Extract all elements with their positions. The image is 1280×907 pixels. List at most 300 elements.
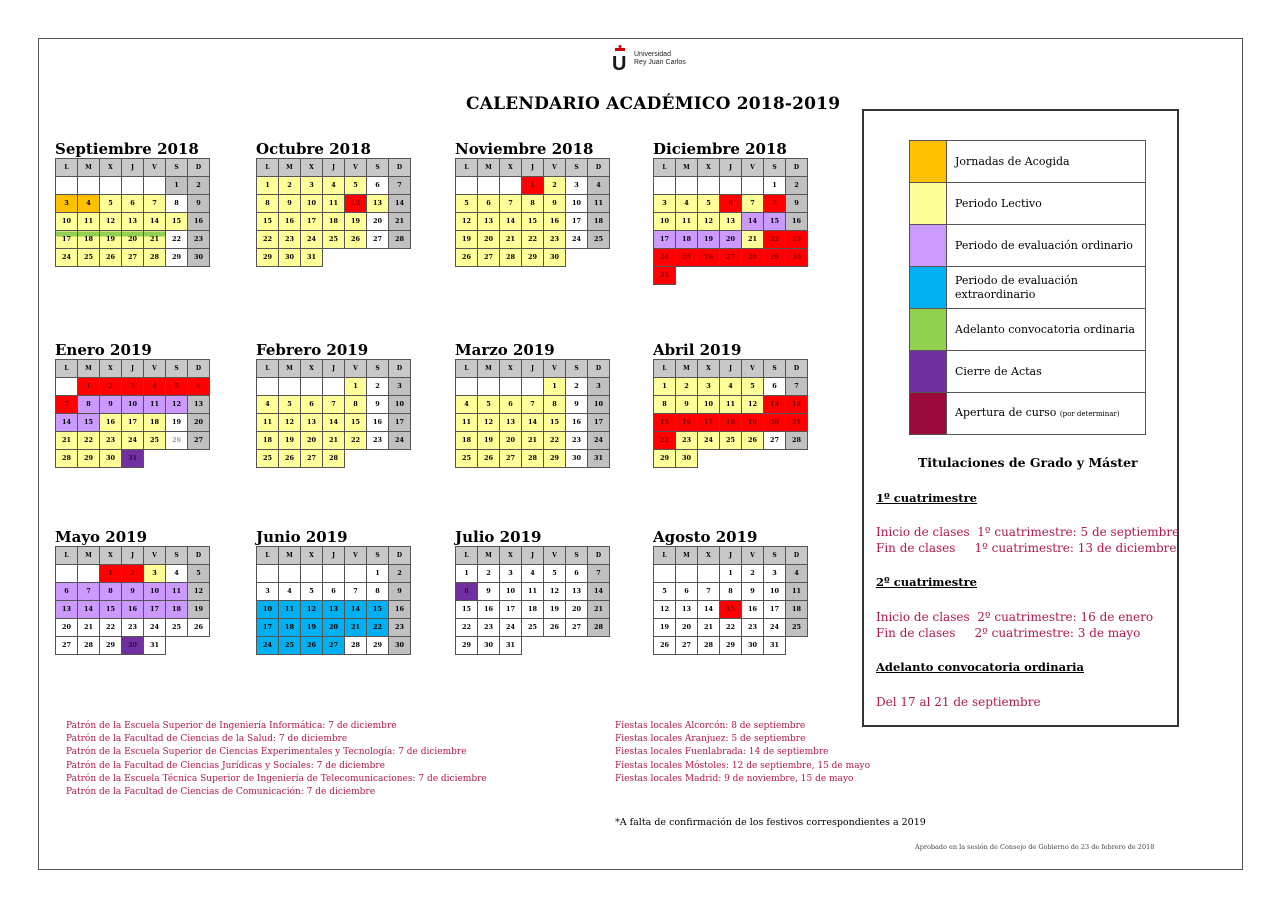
empty-day-cell	[500, 378, 522, 396]
legend-label	[947, 225, 1146, 267]
day-cell: 28	[698, 637, 720, 655]
day-cell: 10	[764, 583, 786, 601]
weekday-header-row	[257, 159, 411, 177]
day-cell: 8	[367, 583, 389, 601]
patron-note: Patrón de la Escuela Técnica Superior de Ingeniería de Telecomunicaciones: 7 de diciembre	[66, 773, 487, 784]
day-cell: 5	[345, 177, 367, 195]
day-cell: 7	[56, 396, 78, 414]
day-cell: 2	[122, 565, 144, 583]
day-cell: 3	[257, 583, 279, 601]
week-row	[654, 432, 808, 450]
day-cell: 14	[78, 601, 100, 619]
week-row	[654, 378, 808, 396]
empty-day-cell	[257, 378, 279, 396]
day-cell: 27	[500, 450, 522, 468]
weekday-header-row	[654, 360, 808, 378]
weekday-header: S	[566, 159, 588, 177]
week-row	[257, 583, 411, 601]
day-cell: 4	[456, 396, 478, 414]
trailing-blank	[566, 249, 588, 267]
day-cell: 14	[588, 583, 610, 601]
day-cell: 3	[698, 378, 720, 396]
day-cell: 31	[144, 637, 166, 655]
day-cell: 27	[676, 637, 698, 655]
day-cell: 10	[698, 396, 720, 414]
weekday-header: M	[676, 360, 698, 378]
week-row	[654, 565, 808, 583]
day-cell: 11	[786, 583, 808, 601]
empty-day-cell	[698, 565, 720, 583]
month-name: Noviembre 2018	[455, 140, 594, 158]
day-cell: 22	[100, 619, 122, 637]
local-holiday: Fiestas locales Fuenlabrada: 14 de septiembre	[615, 747, 829, 758]
week-row	[456, 195, 610, 213]
day-cell: 11	[78, 213, 100, 231]
day-cell: 1	[78, 378, 100, 396]
legend-label	[947, 351, 1146, 393]
day-cell: 26	[100, 249, 122, 267]
day-cell: 6	[122, 195, 144, 213]
day-cell: 3	[122, 378, 144, 396]
day-cell: 19	[188, 601, 210, 619]
trailing-blank	[144, 450, 166, 468]
day-cell: 14	[742, 213, 764, 231]
day-cell: 2	[478, 565, 500, 583]
week-row	[654, 396, 808, 414]
legend-swatch	[910, 225, 947, 267]
day-cell: 26	[301, 637, 323, 655]
empty-day-cell	[122, 177, 144, 195]
weekday-header-row	[56, 547, 210, 565]
day-cell: 31	[122, 450, 144, 468]
day-cell: 11	[720, 396, 742, 414]
day-cell: 6	[500, 396, 522, 414]
month-name: Marzo 2019	[455, 341, 555, 359]
day-cell: 2	[367, 378, 389, 396]
day-cell: 17	[56, 231, 78, 249]
weekday-header: D	[786, 159, 808, 177]
weekday-header: L	[654, 159, 676, 177]
day-cell: 30	[188, 249, 210, 267]
day-cell: 27	[323, 637, 345, 655]
empty-day-cell	[676, 565, 698, 583]
weekday-header-row	[456, 159, 610, 177]
trailing-blank	[166, 637, 188, 655]
weekday-header: J	[522, 547, 544, 565]
week-row	[56, 619, 210, 637]
day-cell: 16	[544, 213, 566, 231]
day-cell: 3	[654, 195, 676, 213]
day-cell: 5	[456, 195, 478, 213]
day-cell: 6	[676, 583, 698, 601]
local-holiday: Fiestas locales Alcorcón: 8 de septiembre	[615, 721, 806, 731]
empty-day-cell	[323, 378, 345, 396]
day-cell: 14	[323, 414, 345, 432]
month-grid	[55, 158, 210, 267]
day-cell: 15	[367, 601, 389, 619]
day-cell: 30	[478, 637, 500, 655]
day-cell: 23	[676, 432, 698, 450]
weekday-header: J	[122, 360, 144, 378]
day-cell: 20	[764, 414, 786, 432]
day-cell: 1	[166, 177, 188, 195]
day-cell: 16	[389, 601, 411, 619]
month-calendar	[55, 140, 210, 267]
patron-note: Patrón de la Escuela Superior de Ciencias Experimentales y Tecnología: 7 de diciembre	[66, 747, 467, 758]
weekday-header: D	[389, 547, 411, 565]
day-cell: 28	[389, 231, 411, 249]
day-cell: 26	[345, 231, 367, 249]
week-row	[654, 414, 808, 432]
day-cell: 5	[100, 195, 122, 213]
day-cell: 23	[544, 231, 566, 249]
weekday-header-row	[56, 159, 210, 177]
day-cell: 28	[588, 619, 610, 637]
weekday-header: M	[478, 547, 500, 565]
trailing-blank	[389, 249, 411, 267]
month-calendar	[256, 528, 411, 655]
day-cell: 6	[566, 565, 588, 583]
empty-day-cell	[78, 565, 100, 583]
empty-day-cell	[720, 177, 742, 195]
logo-line-1: Universidad	[634, 51, 671, 58]
day-cell: 6	[478, 195, 500, 213]
day-cell: 21	[500, 231, 522, 249]
day-cell: 23	[478, 619, 500, 637]
day-cell: 17	[588, 414, 610, 432]
week-row	[456, 432, 610, 450]
day-cell: 20	[367, 213, 389, 231]
weekday-header: S	[166, 159, 188, 177]
month-name: Abril 2019	[653, 341, 742, 359]
day-cell: 22	[522, 231, 544, 249]
weekday-header: X	[301, 547, 323, 565]
legend-row	[910, 183, 1146, 225]
weekday-header: S	[367, 360, 389, 378]
day-cell: 9	[544, 195, 566, 213]
day-cell: 3	[588, 378, 610, 396]
month-grid	[55, 546, 210, 655]
week-row	[56, 396, 210, 414]
month-grid	[653, 359, 808, 468]
week-row	[654, 450, 808, 468]
day-cell: 17	[698, 414, 720, 432]
day-cell: 7	[522, 396, 544, 414]
weekday-header: X	[100, 159, 122, 177]
day-cell: 22	[345, 432, 367, 450]
day-cell: 1	[720, 565, 742, 583]
day-cell: 17	[764, 601, 786, 619]
day-cell: 12	[456, 213, 478, 231]
day-cell: 18	[676, 231, 698, 249]
day-cell: 12	[478, 414, 500, 432]
day-cell: 1	[522, 177, 544, 195]
weekday-header: L	[456, 159, 478, 177]
day-cell: 28	[323, 450, 345, 468]
day-cell: 17	[566, 213, 588, 231]
trailing-blank	[345, 249, 367, 267]
legend-swatch	[910, 351, 947, 393]
day-cell: 16	[122, 601, 144, 619]
day-cell: 19	[654, 619, 676, 637]
day-cell: 14	[56, 414, 78, 432]
day-cell: 4	[144, 378, 166, 396]
day-cell: 17	[301, 213, 323, 231]
week-row	[56, 213, 210, 231]
day-cell: 22	[654, 432, 676, 450]
week-row	[257, 177, 411, 195]
day-cell: 24	[654, 249, 676, 267]
day-cell: 12	[654, 601, 676, 619]
month-calendar	[653, 341, 808, 468]
day-cell: 13	[566, 583, 588, 601]
weekday-header: J	[720, 360, 742, 378]
day-cell: 10	[654, 213, 676, 231]
day-cell: 11	[522, 583, 544, 601]
day-cell: 18	[279, 619, 301, 637]
day-cell: 11	[257, 414, 279, 432]
day-cell: 6	[323, 583, 345, 601]
week-row	[257, 195, 411, 213]
day-cell: 2	[676, 378, 698, 396]
legend-label-text: Cierre de Actas	[955, 364, 1042, 378]
day-cell: 27	[478, 249, 500, 267]
day-cell: 9	[786, 195, 808, 213]
trailing-blank	[166, 450, 188, 468]
day-cell: 16	[566, 414, 588, 432]
month-name: Septiembre 2018	[55, 140, 199, 158]
day-cell: 21	[742, 231, 764, 249]
day-cell: 4	[786, 565, 808, 583]
patron-note: Patrón de la Escuela Superior de Ingeniería Informática: 7 de diciembre	[66, 721, 397, 731]
day-cell: 24	[389, 432, 411, 450]
day-cell: 3	[500, 565, 522, 583]
weekday-header: J	[323, 547, 345, 565]
week-row	[654, 267, 808, 285]
day-cell: 21	[323, 432, 345, 450]
day-cell: 2	[100, 378, 122, 396]
day-cell: 2	[786, 177, 808, 195]
day-cell: 23	[279, 231, 301, 249]
trailing-blank	[566, 637, 588, 655]
patron-note: Patrón de la Facultad de Ciencias Jurídicas y Sociales: 7 de diciembre	[66, 760, 385, 771]
day-cell: 20	[676, 619, 698, 637]
weekday-header: V	[345, 547, 367, 565]
day-cell: 7	[389, 177, 411, 195]
day-cell: 24	[144, 619, 166, 637]
day-cell: 28	[742, 249, 764, 267]
day-cell: 18	[720, 414, 742, 432]
second-term-dates: Inicio de clases 2º cuatrimestre: 16 de enero Fin de clases 2º cuatrimestre: 3 de mayo	[876, 610, 1154, 640]
week-row	[654, 583, 808, 601]
weekday-header-row	[257, 547, 411, 565]
day-cell: 18	[78, 231, 100, 249]
day-cell: 3	[566, 177, 588, 195]
weekday-header: J	[323, 360, 345, 378]
day-cell: 30	[122, 637, 144, 655]
week-row	[56, 177, 210, 195]
day-cell: 25	[257, 450, 279, 468]
month-calendar	[653, 528, 808, 655]
day-cell: 8	[345, 396, 367, 414]
day-cell: 16	[742, 601, 764, 619]
weekday-header: L	[257, 159, 279, 177]
weekday-header: J	[720, 547, 742, 565]
month-calendar	[256, 140, 411, 267]
day-cell: 8	[764, 195, 786, 213]
empty-day-cell	[456, 378, 478, 396]
month-grid	[256, 546, 411, 655]
empty-day-cell	[78, 177, 100, 195]
day-cell: 19	[345, 213, 367, 231]
day-cell: 26	[478, 450, 500, 468]
week-row	[654, 177, 808, 195]
weekday-header-row	[456, 360, 610, 378]
weekday-header: V	[742, 547, 764, 565]
day-cell: 15	[345, 414, 367, 432]
legend-row	[910, 225, 1146, 267]
trailing-blank	[544, 637, 566, 655]
legend-label-text: Periodo de evaluación ordinario	[955, 238, 1133, 252]
day-cell: 10	[144, 583, 166, 601]
day-cell: 29	[166, 249, 188, 267]
day-cell: 19	[544, 601, 566, 619]
day-cell: 1	[456, 565, 478, 583]
day-cell: 20	[478, 231, 500, 249]
legend-panel	[862, 109, 1179, 727]
day-cell: 15	[522, 213, 544, 231]
day-cell: 10	[588, 396, 610, 414]
empty-day-cell	[301, 565, 323, 583]
day-cell: 18	[456, 432, 478, 450]
weekday-header: S	[166, 360, 188, 378]
day-cell: 16	[279, 213, 301, 231]
day-cell: 21	[389, 213, 411, 231]
local-holiday: Fiestas locales Madrid: 9 de noviembre, 15 de mayo	[615, 773, 854, 784]
day-cell: 26	[742, 432, 764, 450]
day-cell: 16	[786, 213, 808, 231]
day-cell: 25	[323, 231, 345, 249]
empty-day-cell	[478, 378, 500, 396]
trailing-blank	[588, 637, 610, 655]
day-cell: 20	[566, 601, 588, 619]
week-row	[456, 450, 610, 468]
week-row	[456, 213, 610, 231]
day-cell: 8	[522, 195, 544, 213]
month-calendar	[455, 341, 610, 468]
empty-day-cell	[279, 378, 301, 396]
day-cell: 22	[456, 619, 478, 637]
week-row	[456, 231, 610, 249]
legend-label	[947, 309, 1146, 351]
day-cell: 12	[698, 213, 720, 231]
day-cell: 13	[720, 213, 742, 231]
day-cell: 30	[279, 249, 301, 267]
weekday-header: V	[544, 159, 566, 177]
week-row	[456, 565, 610, 583]
weekday-header: X	[100, 547, 122, 565]
empty-day-cell	[144, 177, 166, 195]
weekday-header: M	[78, 159, 100, 177]
week-row	[56, 432, 210, 450]
month-grid	[455, 359, 610, 468]
weekday-header: L	[456, 547, 478, 565]
local-holidays	[615, 720, 870, 786]
month-grid	[256, 359, 411, 468]
local-holiday: Fiestas locales Móstoles: 12 de septiembre, 15 de mayo	[615, 760, 871, 771]
month-name: Agosto 2019	[653, 528, 758, 546]
day-cell: 27	[566, 619, 588, 637]
weekday-header: D	[588, 159, 610, 177]
week-row	[654, 231, 808, 249]
day-cell: 6	[188, 378, 210, 396]
day-cell: 5	[742, 378, 764, 396]
empty-day-cell	[100, 177, 122, 195]
month-name: Junio 2019	[256, 528, 348, 546]
day-cell: 11	[166, 583, 188, 601]
legend-label-text: Apertura de curso	[955, 406, 1057, 419]
day-cell: 17	[122, 414, 144, 432]
weekday-header: L	[257, 547, 279, 565]
weekday-header: M	[478, 360, 500, 378]
empty-day-cell	[456, 177, 478, 195]
day-cell: 7	[786, 378, 808, 396]
weekday-header: M	[279, 360, 301, 378]
weekday-header: V	[144, 159, 166, 177]
day-cell: 24	[56, 249, 78, 267]
weekday-header: X	[500, 159, 522, 177]
trailing-blank	[367, 249, 389, 267]
day-cell: 22	[166, 231, 188, 249]
weekday-header: J	[122, 547, 144, 565]
empty-day-cell	[742, 177, 764, 195]
empty-day-cell	[500, 177, 522, 195]
day-cell: 2	[566, 378, 588, 396]
weekday-header: V	[345, 360, 367, 378]
day-cell: 9	[478, 583, 500, 601]
day-cell: 5	[279, 396, 301, 414]
month-grid	[55, 359, 210, 468]
week-row	[257, 249, 411, 267]
weekday-header: J	[720, 159, 742, 177]
weekday-header: J	[522, 360, 544, 378]
day-cell: 3	[144, 565, 166, 583]
day-cell: 29	[522, 249, 544, 267]
day-cell: 9	[676, 396, 698, 414]
day-cell: 20	[301, 432, 323, 450]
empty-day-cell	[654, 565, 676, 583]
month-grid	[256, 158, 411, 267]
weekday-header: V	[742, 159, 764, 177]
day-cell: 9	[389, 583, 411, 601]
day-cell: 15	[257, 213, 279, 231]
day-cell: 9	[742, 583, 764, 601]
day-cell: 29	[456, 637, 478, 655]
month-calendar	[455, 140, 610, 267]
day-cell: 8	[78, 396, 100, 414]
day-cell: 4	[522, 565, 544, 583]
month-grid	[455, 158, 610, 267]
legend-row	[910, 141, 1146, 183]
month-calendar	[55, 341, 210, 468]
trailing-blank	[786, 450, 808, 468]
day-cell: 20	[188, 414, 210, 432]
legend-label	[947, 183, 1146, 225]
day-cell: 8	[544, 396, 566, 414]
week-row	[456, 378, 610, 396]
day-cell: 26	[166, 432, 188, 450]
weekday-header: X	[698, 547, 720, 565]
